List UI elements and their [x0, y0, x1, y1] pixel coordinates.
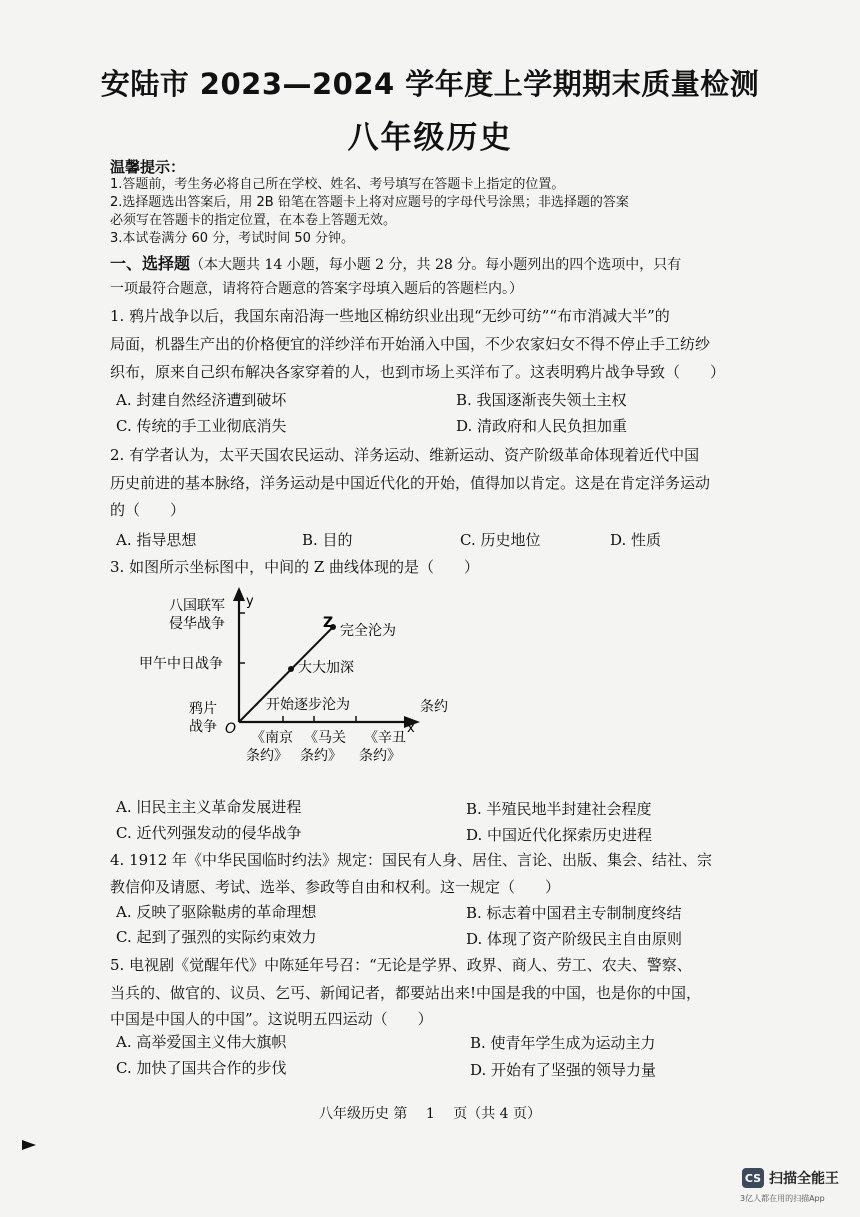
- option-c: C. 历史地位: [460, 531, 541, 549]
- page-footer: 八年级历史 第 1 页（共 4 页）: [318, 1106, 542, 1122]
- option-c: C. 近代列强发动的侵华战争: [116, 824, 302, 842]
- option-d: D. 中国近代化探索历史进程: [466, 826, 653, 844]
- question-text: 织布，原来自己织布解决各家穿着的人，也到市场上买洋布了。这表明鸦片战争导致（ ）: [110, 363, 726, 381]
- y-label: 八国联军: [169, 598, 225, 614]
- question-text: 历史前进的基本脉络，洋务运动是中国近代化的开始，值得加以肯定。这是在肯定洋务运动: [110, 474, 711, 492]
- y-label: 甲午中日战争: [139, 656, 223, 672]
- option-b: B. 半殖民地半封建社会程度: [466, 800, 652, 818]
- option-a: A. 反映了驱除鞑虏的革命理想: [116, 903, 317, 921]
- question-text: 5. 电视剧《觉醒年代》中陈延年号召：“无论是学界、政界、商人、劳工、农夫、警察、: [110, 956, 692, 974]
- question-text: 中国是中国人的中国”。这说明五四运动（ ）: [110, 1010, 433, 1028]
- x-label: 《南京: [251, 730, 293, 746]
- scanner-logo-icon: CS: [742, 1168, 764, 1188]
- option-a: A. 高举爱国主义伟大旗帜: [116, 1033, 287, 1051]
- x-label: 条约》: [359, 748, 401, 764]
- coordinate-figure: [120, 585, 480, 770]
- y-axis-letter: y: [246, 594, 254, 609]
- origin-label: O: [225, 721, 237, 737]
- point-label: 开始逐步沦为: [266, 697, 350, 713]
- option-d: D. 清政府和人民负担加重: [456, 417, 628, 435]
- y-axis-arrow: [233, 587, 245, 601]
- tip-line: 1.答题前，考生务必将自己所在学校、姓名、考号填写在答题卡上指定的位置。: [110, 177, 565, 192]
- tip-line: 2.选择题选出答案后，用 2B 铅笔在答题卡上将对应题号的字母代号涂黑；非选择题的答案: [110, 195, 629, 210]
- question-text: 教信仰及请愿、考试、选举、参政等自由和权利。这一规定（ ）: [110, 878, 561, 896]
- option-b: B. 我国逐渐丧失领土主权: [456, 391, 627, 409]
- x-label: 《辛丑: [364, 730, 406, 746]
- y-label: 战争: [189, 719, 217, 735]
- curve-label: Z: [323, 615, 334, 631]
- scan-corner-mark: [22, 1140, 36, 1150]
- exam-title: 安陆市 2023—2024 学年度上学期期末质量检测: [100, 67, 760, 101]
- x-label: 《马关: [304, 730, 346, 746]
- option-a: A. 指导思想: [116, 531, 197, 549]
- question-text: 3. 如图所示坐标图中，中间的 Z 曲线体现的是（ ）: [110, 558, 480, 576]
- question-text: 4. 1912 年《中华民国临时约法》规定：国民有人身、居住、言论、出版、集会、结社、宗: [110, 851, 713, 869]
- section-desc: （本大题共 14 小题，每小题 2 分，共 28 分。每小题列出的四个选项中，只有: [190, 257, 682, 273]
- x-axis-letter: x: [407, 721, 415, 736]
- exam-subtitle: 八年级历史: [347, 120, 513, 156]
- point-label: 完全沦为: [340, 623, 396, 639]
- question-text: 局面，机器生产出的价格便宜的洋纱洋布开始涌入中国，不少农家妇女不得不停止手工纺纱: [110, 335, 711, 353]
- point-marker: [288, 666, 294, 672]
- question-text: 2. 有学者认为，太平天国农民运动、洋务运动、维新运动、资产阶级革命体现着近代中国: [110, 446, 700, 464]
- point-label: 大大加深: [298, 660, 354, 676]
- y-label: 侵华战争: [169, 616, 225, 632]
- section-header: [110, 252, 681, 301]
- section-title: 一、选择题: [110, 254, 191, 273]
- x-label: 条约》: [246, 748, 288, 764]
- x-end-label: 条约: [420, 699, 448, 715]
- question-text: 1. 鸦片战争以后，我国东南沿海一些地区棉纺织业出现“无纱可纺”“布市消减大半”的: [110, 307, 670, 325]
- scanner-watermark: [742, 1168, 839, 1188]
- option-d: D. 体现了资产阶级民主自由原则: [466, 930, 683, 948]
- tip-line: 3.本试卷满分 60 分，考试时间 50 分钟。: [110, 231, 355, 246]
- option-b: B. 目的: [302, 531, 353, 549]
- option-d: D. 开始有了坚强的领导力量: [470, 1061, 657, 1079]
- option-a: A. 封建自然经济遭到破坏: [116, 391, 287, 409]
- option-d: D. 性质: [610, 531, 662, 549]
- option-c: C. 传统的手工业彻底消失: [116, 417, 287, 435]
- x-label: 条约》: [300, 748, 342, 764]
- option-a: A. 旧民主主义革命发展进程: [116, 798, 302, 816]
- scanner-tagline: 3亿人都在用的扫描App: [740, 1194, 825, 1203]
- section-desc: 一项最符合题意，请将符合题意的答案字母填入题后的答题栏内。）: [110, 281, 523, 297]
- tip-line: 必须写在答题卡的指定位置，在本卷上答题无效。: [110, 213, 397, 228]
- option-c: C. 起到了强烈的实际约束效力: [116, 928, 317, 946]
- y-label: 鸦片: [189, 701, 217, 717]
- tips-heading: 温馨提示：: [110, 158, 186, 176]
- scanner-name: 扫描全能王: [769, 1171, 839, 1187]
- option-b: B. 使青年学生成为运动主力: [470, 1034, 656, 1052]
- option-c: C. 加快了国共合作的步伐: [116, 1059, 287, 1077]
- question-text: 的（ ）: [110, 501, 186, 519]
- option-b: B. 标志着中国君主专制制度终结: [466, 904, 682, 922]
- question-text: 当兵的、做官的、议员、乞丐、新闻记者，都要站出来!中国是我的中国，也是你的中国，: [110, 984, 702, 1002]
